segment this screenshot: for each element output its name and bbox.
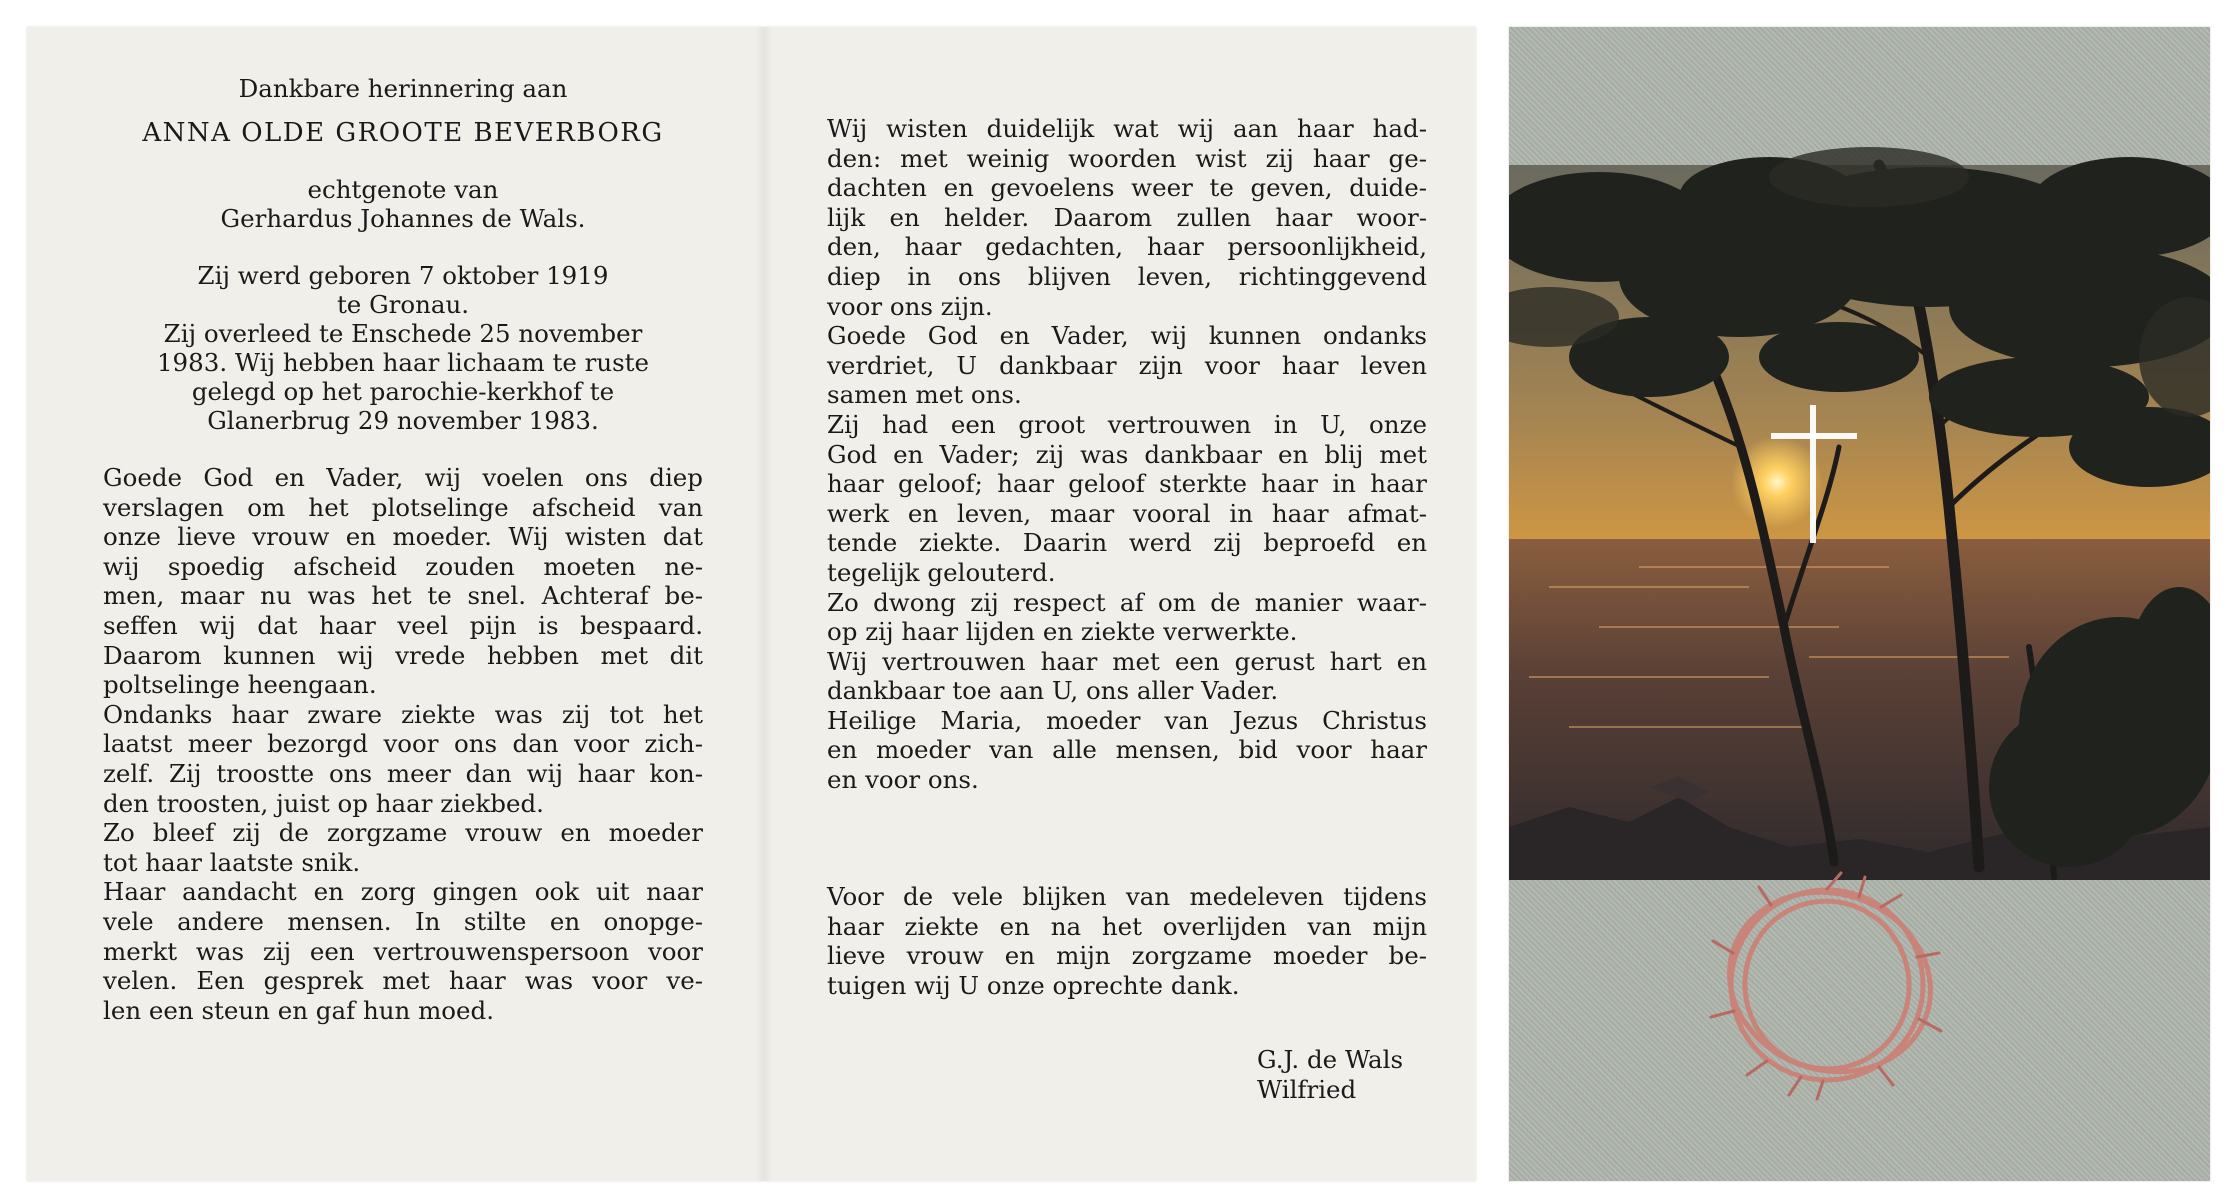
text-line: tuigen wij U onze oprechte dank. xyxy=(827,970,1240,1000)
text-line: haar geloof; haar geloof sterkte haar in haar xyxy=(827,469,1427,499)
spouse-name: Gerhardus Johannes de Wals. xyxy=(220,204,586,233)
text-line: dankbaar toe aan U, ons aller Vader. xyxy=(827,676,1279,706)
text-line: merkt was zij een vertrouwenspersoon voor xyxy=(103,936,703,966)
text-line: en moeder van alle mensen, bid voor haar xyxy=(827,735,1427,765)
bio-line: 1983. Wij hebben haar lichaam te ruste xyxy=(156,348,650,377)
left-page xyxy=(103,27,703,1181)
signature-name: Wilfried xyxy=(1257,1074,1357,1104)
sunset-photo xyxy=(1509,27,2210,1181)
thanks-text xyxy=(827,882,1427,1000)
text-line: tot haar laatste snik. xyxy=(103,847,361,877)
text-line: haar ziekte en na het overlijden van mijn xyxy=(827,911,1427,941)
bio-line: Zij werd geboren 7 oktober 1919 xyxy=(197,261,609,290)
bio-line: gelegd op het parochie-kerkhof te xyxy=(191,377,615,406)
text-line: Haar aandacht en zorg gingen ook uit naar xyxy=(103,877,703,907)
text-line: Zij had een groot vertrouwen in U, onze xyxy=(827,409,1427,439)
left-body-text xyxy=(103,463,703,1025)
right-body-text xyxy=(827,114,1427,795)
text-line: Wij vertrouwen haar met een gerust hart en xyxy=(827,646,1427,676)
signature-name: G.J. de Wals xyxy=(1257,1045,1404,1074)
text-line: verdriet, U dankbaar zijn voor haar leven xyxy=(827,350,1427,380)
text-line: Ondanks haar zware ziekte was zij tot het xyxy=(103,699,703,729)
text-line: God en Vader; zij was dankbaar en blij met xyxy=(827,439,1427,469)
text-line: men, maar nu was het te snel. Achteraf be- xyxy=(103,581,703,611)
text-line: lijk en helder. Daarom zullen haar woor- xyxy=(827,202,1427,232)
text-line: Zo bleef zij de zorgzame vrouw en moeder xyxy=(103,818,703,848)
spouse-label: echtgenote van xyxy=(307,175,499,204)
text-line: verslagen om het plotselinge afscheid van xyxy=(103,492,703,522)
text-line: Wij wisten duidelijk wat wij aan haar had- xyxy=(827,114,1427,143)
text-line: en voor ons. xyxy=(827,765,979,795)
text-line: Zo dwong zij respect af om de manier waar- xyxy=(827,587,1427,617)
text-line: laatst meer bezorgd voor ons dan voor zich- xyxy=(103,729,703,759)
fold-crease xyxy=(755,27,773,1181)
text-line: den: met weinig woorden wist zij haar ge- xyxy=(827,143,1427,173)
text-line: tende ziekte. Daarin werd zij beproefd en xyxy=(827,528,1427,558)
text-line: tegelijk gelouterd. xyxy=(827,557,1056,587)
deceased-name: ANNA OLDE GROOTE BEVERBORG xyxy=(142,118,664,148)
text-line: Heilige Maria, moeder van Jezus Christus xyxy=(827,705,1427,735)
text-line: samen met ons. xyxy=(827,380,1022,410)
text-line: dachten en gevoelens weer te geven, duide- xyxy=(827,173,1427,203)
text-line: seffen wij dat haar veel pijn is bespaard. xyxy=(103,610,703,640)
text-line: wij spoedig afscheid zouden moeten ne- xyxy=(103,551,703,581)
text-line: den, haar gedachten, haar persoonlijkheid, xyxy=(827,232,1427,262)
text-line: poltselinge heengaan. xyxy=(103,670,377,700)
text-line: Voor de vele blijken van medeleven tijdens xyxy=(827,882,1427,911)
text-line: onze lieve vrouw en moeder. Wij wisten dat xyxy=(103,522,703,552)
text-line: werk en leven, maar vooral in haar afmat- xyxy=(827,498,1427,528)
text-line: Goede God en Vader, wij voelen ons diep xyxy=(103,463,703,492)
text-line: diep in ons blijven leven, richtinggevend xyxy=(827,261,1427,291)
intro-line: Dankbare herinnering aan xyxy=(238,74,568,103)
text-line: Goede God en Vader, wij kunnen ondanks xyxy=(827,321,1427,351)
text-line: velen. Een gesprek met haar was voor ve- xyxy=(103,966,703,996)
text-line: den troosten, juist op haar ziekbed. xyxy=(103,788,544,818)
signatures xyxy=(827,1045,1427,1104)
card-front xyxy=(1509,27,2210,1181)
text-line: op zij haar lijden en ziekte verwerkte. xyxy=(827,617,1298,647)
memorial-card-spread xyxy=(27,27,1476,1181)
right-page xyxy=(827,27,1427,1181)
text-line: vele andere mensen. In stilte en onopge- xyxy=(103,906,703,936)
text-line: lieve vrouw en mijn zorgzame moeder be- xyxy=(827,941,1427,971)
text-line: Daarom kunnen wij vrede hebben met dit xyxy=(103,640,703,670)
text-line: len een steun en gaf hun moed. xyxy=(103,995,495,1025)
bio-line: Glanerbrug 29 november 1983. xyxy=(207,406,599,435)
bio-line: Zij overleed te Enschede 25 november xyxy=(163,319,643,348)
bio-line: te Gronau. xyxy=(336,290,470,319)
text-line: zelf. Zij troostte ons meer dan wij haar kon- xyxy=(103,758,703,788)
text-line: voor ons zijn. xyxy=(827,291,993,321)
